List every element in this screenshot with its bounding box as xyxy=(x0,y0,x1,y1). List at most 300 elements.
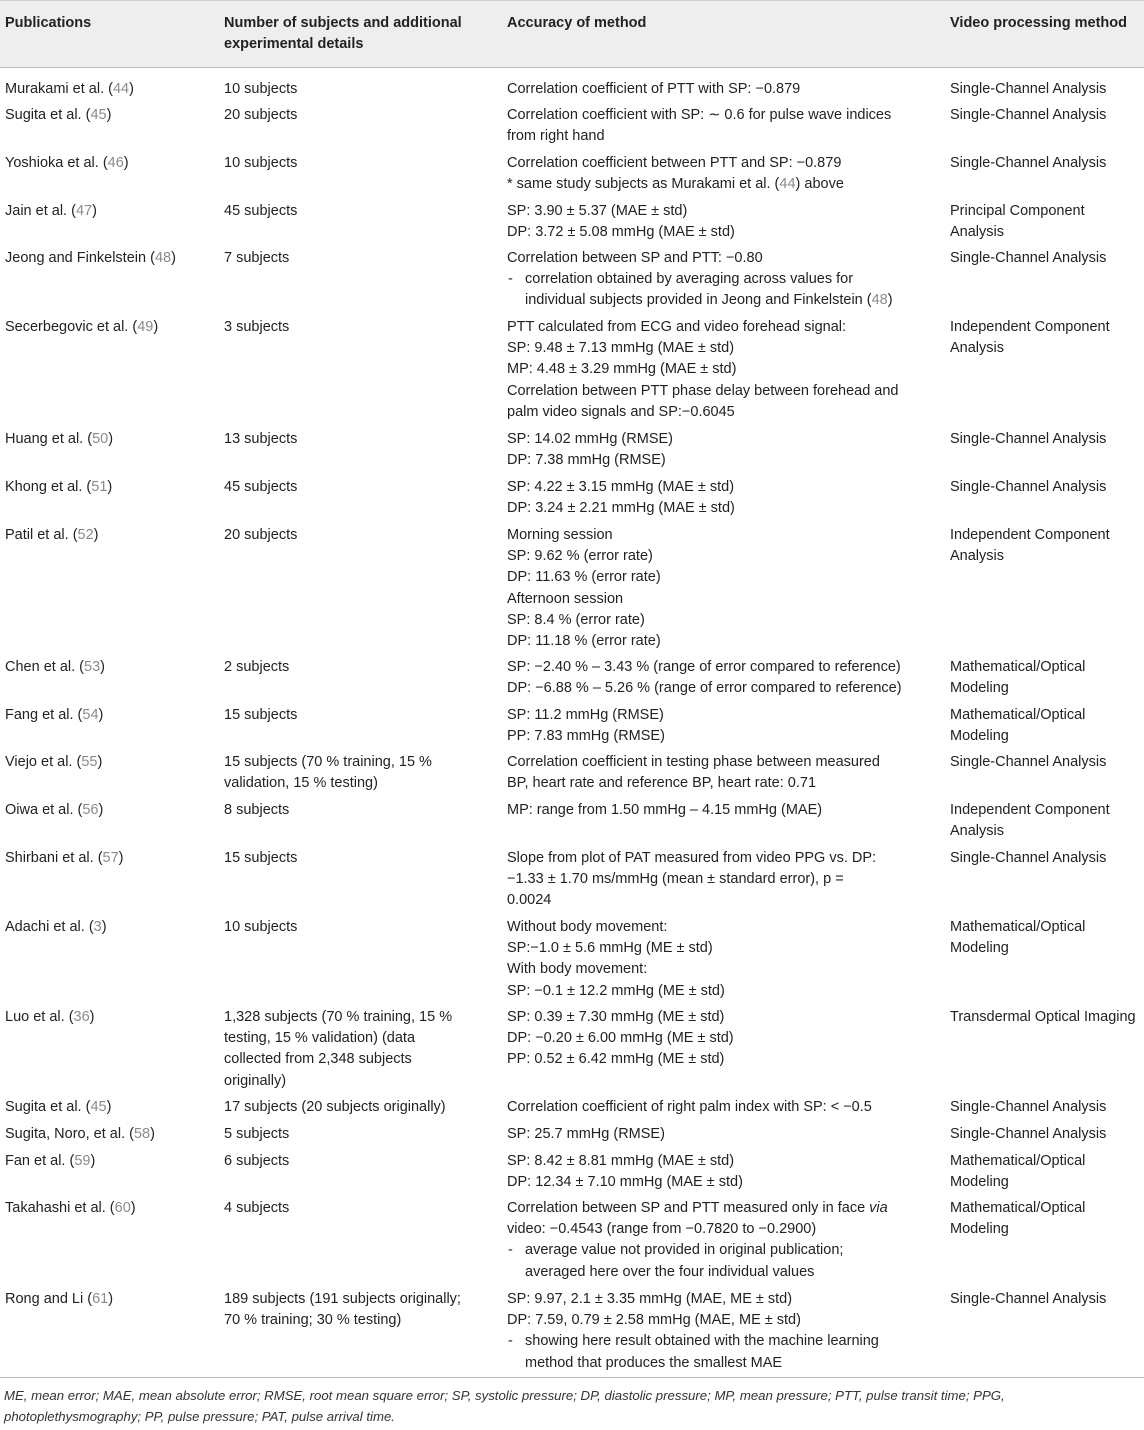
subjects-line: 17 subjects (20 subjects originally) xyxy=(224,1099,446,1115)
subjects-cell xyxy=(224,657,494,678)
subjects-cell xyxy=(224,105,494,126)
citation-link[interactable]: 48 xyxy=(154,250,172,266)
citation-link[interactable]: 44 xyxy=(112,81,130,97)
publication-cell: Takahashi et al. (60) xyxy=(5,1200,136,1216)
video-method-cell xyxy=(950,153,1144,174)
citation-link[interactable]: 3 xyxy=(93,919,102,935)
accuracy-cell xyxy=(507,79,937,100)
accuracy-cell xyxy=(507,657,937,699)
citation-link[interactable]: 53 xyxy=(84,659,101,675)
accuracy-cell xyxy=(507,800,937,821)
publication-cell: Oiwa et al. (56) xyxy=(5,802,104,818)
accuracy-line xyxy=(507,338,937,359)
citation-link[interactable]: 60 xyxy=(114,1200,131,1216)
author-name: Yoshioka et al. xyxy=(5,155,99,171)
subjects-line: 3 subjects xyxy=(224,319,290,335)
video-method-line: Single-Channel Analysis xyxy=(950,1291,1107,1307)
subjects-line: validation, 15 % testing) xyxy=(224,775,378,792)
table-bottom-rule xyxy=(0,1377,1144,1378)
video-method-cell xyxy=(950,1124,1144,1145)
accuracy-text: DP: 3.24 ± 2.21 mmHg (MAE ± std) xyxy=(507,500,735,517)
video-method-cell xyxy=(950,79,1144,100)
publication-cell: Sugita, Noro, et al. (58) xyxy=(5,1126,155,1142)
publication-cell: Shirbani et al. (57) xyxy=(5,850,124,866)
video-method-line: Analysis xyxy=(950,224,1004,241)
accuracy-line xyxy=(507,890,937,911)
accuracy-text: SP: 8.4 % (error rate) xyxy=(507,611,645,628)
author-name: Patil et al. xyxy=(5,527,69,543)
subjects-line: 15 subjects xyxy=(224,707,298,723)
accuracy-line xyxy=(507,610,937,631)
subjects-line: 8 subjects xyxy=(224,802,290,818)
video-method-cell xyxy=(950,800,1144,842)
author-name: Adachi et al. xyxy=(5,919,85,935)
video-method-line: Mathematical/Optical xyxy=(950,1153,1086,1169)
publication-cell: Patil et al. (52) xyxy=(5,527,99,543)
accuracy-line xyxy=(507,869,937,890)
accuracy-line xyxy=(507,525,937,546)
accuracy-line xyxy=(507,657,937,678)
accuracy-line xyxy=(507,631,937,652)
video-method-cell xyxy=(950,848,1144,869)
accuracy-text: SP: 25.7 mmHg (RMSE) xyxy=(507,1126,665,1142)
accuracy-line xyxy=(507,752,937,773)
video-method-line: Modeling xyxy=(950,1221,1009,1238)
accuracy-text: averaged here over the four individual values xyxy=(525,1263,815,1280)
accuracy-text: Correlation coefficient of PTT with SP: −0.879 xyxy=(507,81,801,97)
subjects-line: 20 subjects xyxy=(224,527,298,543)
accuracy-line xyxy=(507,589,937,610)
accuracy-text-post: above xyxy=(800,176,844,193)
video-method-cell xyxy=(950,201,1144,243)
subjects-line: 45 subjects xyxy=(224,479,298,495)
author-name: Huang et al. xyxy=(5,431,84,447)
publication-cell: Jeong and Finkelstein (48) xyxy=(5,250,176,266)
table-footnote: ME, mean error; MAE, mean absolute error; RMSE, root mean square error; SP, systolic pressure; DP, diastolic pressure; MP, mean pressure; PTT, pulse transit time; PPG, photoplethysmography; PP, pulse pressure; PAT, pulse arrival time. xyxy=(4,1388,1005,1424)
video-method-line: Modeling xyxy=(950,1174,1009,1191)
accuracy-line xyxy=(507,800,937,821)
accuracy-line xyxy=(507,359,937,380)
video-method-line: Independent Component xyxy=(950,802,1110,818)
subjects-cell xyxy=(224,705,494,726)
accuracy-text: correlation obtained by averaging across values for xyxy=(525,271,854,288)
subjects-line: collected from 2,348 subjects xyxy=(224,1051,412,1068)
video-method-cell xyxy=(950,105,1144,126)
citation-link[interactable]: 57 xyxy=(102,850,119,866)
citation-link[interactable]: 61 xyxy=(92,1291,109,1307)
accuracy-text: from right hand xyxy=(507,128,605,145)
accuracy-text: Correlation between SP and PTT measured only in face xyxy=(507,1200,870,1216)
accuracy-text: DP: 12.34 ± 7.10 mmHg (MAE ± std) xyxy=(507,1174,743,1191)
citation-link[interactable]: 46 xyxy=(107,155,124,171)
accuracy-text: Afternoon session xyxy=(507,590,624,607)
accuracy-line xyxy=(507,1172,937,1193)
publication-cell: Luo et al. (36) xyxy=(5,1009,95,1025)
accuracy-text: video: −0.4543 (range from −0.7820 to −0.2900) xyxy=(507,1221,817,1238)
citation-link[interactable]: 55 xyxy=(81,754,98,770)
accuracy-line xyxy=(507,498,937,519)
subjects-line: 7 subjects xyxy=(224,250,290,266)
author-name: Viejo et al. xyxy=(5,754,73,770)
accuracy-line xyxy=(507,1310,937,1331)
subjects-line: 1,328 subjects (70 % training, 15 % xyxy=(224,1009,453,1025)
video-method-line: Single-Channel Analysis xyxy=(950,155,1107,171)
citation-link[interactable]: 45 xyxy=(90,1099,107,1115)
video-method-line: Principal Component xyxy=(950,203,1085,219)
subjects-cell xyxy=(224,248,494,269)
video-method-line: Single-Channel Analysis xyxy=(950,250,1107,266)
accuracy-text: Correlation coefficient in testing phase between measured xyxy=(507,754,880,770)
video-method-cell xyxy=(950,1007,1144,1028)
accuracy-line xyxy=(507,1289,937,1310)
citation-link[interactable]: 58 xyxy=(133,1126,151,1142)
accuracy-text: −1.33 ± 1.70 ms/mmHg (mean ± standard error), p = xyxy=(507,871,844,888)
citation-link[interactable]: 47 xyxy=(75,203,93,219)
subjects-cell xyxy=(224,1007,494,1092)
video-method-cell xyxy=(950,752,1144,773)
accuracy-line xyxy=(507,126,937,147)
video-method-line: Analysis xyxy=(950,340,1004,357)
accuracy-line: * same study subjects as Murakami et al. (44) above xyxy=(507,176,844,193)
subjects-line: 6 subjects xyxy=(224,1153,290,1169)
accuracy-line xyxy=(507,477,937,498)
accuracy-text: * same study subjects as Murakami et al. xyxy=(507,176,771,193)
accuracy-line xyxy=(507,1262,937,1283)
accuracy-cell xyxy=(507,1097,937,1118)
accuracy-cell xyxy=(507,153,937,195)
citation-link[interactable]: 45 xyxy=(90,107,107,123)
accuracy-line xyxy=(507,1124,937,1145)
subjects-cell xyxy=(224,477,494,498)
video-method-line: Single-Channel Analysis xyxy=(950,850,1107,866)
subjects-line: testing, 15 % validation) (data xyxy=(224,1030,416,1047)
citation-link[interactable]: 48 xyxy=(871,292,888,309)
citation-link[interactable]: 54 xyxy=(82,707,99,723)
author-name: Fang et al. xyxy=(5,707,74,723)
accuracy-text: DP: −6.88 % – 5.26 % (range of error compared to reference) xyxy=(507,680,902,697)
video-method-line: Modeling xyxy=(950,680,1009,697)
video-method-cell xyxy=(950,248,1144,269)
header-video-method: Video processing method xyxy=(950,15,1127,31)
author-name: Sugita, Noro, et al. xyxy=(5,1126,126,1142)
accuracy-line xyxy=(507,79,937,100)
accuracy-cell xyxy=(507,917,937,1002)
accuracy-bullet xyxy=(507,269,937,290)
publication-cell: Yoshioka et al. (46) xyxy=(5,155,129,171)
subjects-cell xyxy=(224,429,494,450)
accuracy-line xyxy=(507,848,937,869)
accuracy-line xyxy=(507,153,937,174)
accuracy-text: average value not provided in original publication; xyxy=(525,1242,844,1259)
video-method-cell xyxy=(950,917,1144,959)
author-name: Jeong and Finkelstein xyxy=(5,250,147,266)
accuracy-cell xyxy=(507,477,937,519)
subjects-cell xyxy=(224,752,494,794)
accuracy-line xyxy=(507,1028,937,1049)
accuracy-italic: via xyxy=(869,1200,888,1216)
accuracy-text: DP: 11.18 % (error rate) xyxy=(507,633,661,650)
accuracy-line: individual subjects provided in Jeong and Finkelstein (48) xyxy=(525,292,893,309)
author-name: Rong and Li xyxy=(5,1291,84,1307)
publication-cell: Murakami et al. (44) xyxy=(5,81,134,97)
accuracy-bullet xyxy=(507,1331,937,1352)
author-name: Sugita et al. xyxy=(5,107,82,123)
subjects-line: 5 subjects xyxy=(224,1126,290,1142)
accuracy-line xyxy=(507,1353,937,1374)
accuracy-line xyxy=(507,429,937,450)
accuracy-cell xyxy=(507,1198,937,1283)
accuracy-cell xyxy=(507,1151,937,1193)
accuracy-line xyxy=(507,1198,937,1219)
accuracy-cell xyxy=(507,705,937,747)
subjects-cell xyxy=(224,1198,494,1219)
accuracy-line xyxy=(507,317,937,338)
subjects-line: 45 subjects xyxy=(224,203,298,219)
accuracy-text: SP: −0.1 ± 12.2 mmHg (ME ± std) xyxy=(507,982,725,999)
accuracy-text: SP: 9.97, 2.1 ± 3.35 mmHg (MAE, ME ± std) xyxy=(507,1291,793,1307)
accuracy-cell xyxy=(507,1124,937,1145)
accuracy-text: SP: −2.40 % – 3.43 % (range of error compared to reference) xyxy=(507,659,901,675)
accuracy-text: MP: range from 1.50 mmHg – 4.15 mmHg (MAE) xyxy=(507,802,823,818)
citation-link[interactable]: 50 xyxy=(92,431,109,447)
accuracy-line xyxy=(507,1007,937,1028)
accuracy-line xyxy=(507,450,937,471)
accuracy-cell xyxy=(507,429,937,471)
subjects-line: 2 subjects xyxy=(224,659,290,675)
subjects-cell xyxy=(224,800,494,821)
accuracy-line xyxy=(507,1097,937,1118)
accuracy-line xyxy=(507,567,937,588)
video-method-line: Single-Channel Analysis xyxy=(950,1099,1107,1115)
accuracy-cell xyxy=(507,317,937,423)
accuracy-line xyxy=(507,917,937,938)
accuracy-line xyxy=(507,222,937,243)
accuracy-text: SP: 9.62 % (error rate) xyxy=(507,548,653,565)
accuracy-cell xyxy=(507,1289,937,1374)
video-method-line: Mathematical/Optical xyxy=(950,919,1086,935)
video-method-line: Single-Channel Analysis xyxy=(950,754,1107,770)
header-accuracy: Accuracy of method xyxy=(507,15,647,31)
publication-cell: Viejo et al. (55) xyxy=(5,754,103,770)
subjects-cell xyxy=(224,153,494,174)
accuracy-cell xyxy=(507,201,937,243)
accuracy-cell xyxy=(507,752,937,794)
publication-cell: Fan et al. (59) xyxy=(5,1153,96,1169)
subjects-cell xyxy=(224,917,494,938)
subjects-line: 15 subjects xyxy=(224,850,298,866)
accuracy-text: SP: 9.48 ± 7.13 mmHg (MAE ± std) xyxy=(507,340,735,357)
citation-link[interactable]: 56 xyxy=(82,802,99,818)
accuracy-text: 0.0024 xyxy=(507,892,552,909)
accuracy-cell xyxy=(507,848,937,912)
video-method-line: Modeling xyxy=(950,940,1009,957)
subjects-cell xyxy=(224,79,494,100)
video-method-line: Single-Channel Analysis xyxy=(950,81,1107,97)
accuracy-text: Morning session xyxy=(507,527,613,543)
accuracy-line xyxy=(507,1049,937,1070)
accuracy-text: DP: −0.20 ± 6.00 mmHg (ME ± std) xyxy=(507,1030,734,1047)
citation-link[interactable]: 49 xyxy=(137,319,154,335)
accuracy-text: showing here result obtained with the machine learning xyxy=(525,1333,879,1350)
subjects-cell xyxy=(224,525,494,546)
publication-cell: Adachi et al. (3) xyxy=(5,919,107,935)
accuracy-text: DP: 3.72 ± 5.08 mmHg (MAE ± std) xyxy=(507,224,735,241)
video-method-line: Mathematical/Optical xyxy=(950,1200,1086,1216)
accuracy-line xyxy=(507,705,937,726)
accuracy-cell xyxy=(507,105,937,147)
accuracy-line xyxy=(507,381,937,402)
author-name: Shirbani et al. xyxy=(5,850,94,866)
citation-link[interactable]: 36 xyxy=(73,1009,90,1025)
accuracy-text: PP: 0.52 ± 6.42 mmHg (ME ± std) xyxy=(507,1051,725,1068)
subjects-cell xyxy=(224,1124,494,1145)
video-method-line: Transdermal Optical Imaging xyxy=(950,1009,1136,1025)
accuracy-text: MP: 4.48 ± 3.29 mmHg (MAE ± std) xyxy=(507,361,737,378)
accuracy-text: Correlation coefficient with SP: ∼ 0.6 for pulse wave indices xyxy=(507,107,892,123)
video-method-line: Single-Channel Analysis xyxy=(950,107,1107,123)
accuracy-text: Correlation coefficient between PTT and SP: −0.879 xyxy=(507,155,842,171)
subjects-line: 13 subjects xyxy=(224,431,298,447)
publication-cell: Huang et al. (50) xyxy=(5,431,114,447)
accuracy-cell xyxy=(507,1007,937,1071)
publication-cell: Khong et al. (51) xyxy=(5,479,113,495)
author-name: Sugita et al. xyxy=(5,1099,82,1115)
header-subjects: Number of subjects and additional experimental details xyxy=(224,15,462,53)
accuracy-text: Slope from plot of PAT measured from video PPG vs. DP: xyxy=(507,850,877,866)
video-method-line: Single-Channel Analysis xyxy=(950,479,1107,495)
subjects-line: originally) xyxy=(224,1072,287,1089)
subjects-line: 20 subjects xyxy=(224,107,298,123)
accuracy-line xyxy=(507,105,937,126)
citation-link[interactable]: 52 xyxy=(77,527,94,543)
accuracy-text: PP: 7.83 mmHg (RMSE) xyxy=(507,728,665,745)
accuracy-text: Correlation between PTT phase delay between forehead and xyxy=(507,382,899,399)
subjects-cell xyxy=(224,1289,494,1331)
accuracy-text: individual subjects provided in Jeong and Finkelstein xyxy=(525,292,863,309)
accuracy-line xyxy=(507,678,937,699)
author-name: Khong et al. xyxy=(5,479,83,495)
citation-link[interactable]: 59 xyxy=(74,1153,91,1169)
citation-link[interactable]: 44 xyxy=(779,176,796,193)
accuracy-cell xyxy=(507,248,937,312)
publication-cell: Sugita et al. (45) xyxy=(5,1099,112,1115)
accuracy-line xyxy=(507,726,937,747)
video-method-cell xyxy=(950,657,1144,699)
subjects-line: 189 subjects (191 subjects originally; xyxy=(224,1291,461,1307)
accuracy-text: BP, heart rate and reference BP, heart rate: 0.71 xyxy=(507,775,817,792)
author-name: Fan et al. xyxy=(5,1153,66,1169)
accuracy-text: SP:−1.0 ± 5.6 mmHg (ME ± std) xyxy=(507,940,713,957)
video-method-cell xyxy=(950,477,1144,498)
subjects-line: 70 % training; 30 % testing) xyxy=(224,1312,402,1329)
accuracy-text: DP: 7.38 mmHg (RMSE) xyxy=(507,452,666,469)
accuracy-text: palm video signals and SP:−0.6045 xyxy=(507,403,735,420)
author-name: Secerbegovic et al. xyxy=(5,319,129,335)
video-method-line: Independent Component xyxy=(950,319,1110,335)
accuracy-text: PTT calculated from ECG and video forehead signal: xyxy=(507,319,847,335)
accuracy-line xyxy=(507,1219,937,1240)
subjects-cell xyxy=(224,1097,494,1118)
accuracy-line xyxy=(507,402,937,423)
video-method-cell xyxy=(950,1097,1144,1118)
subjects-cell xyxy=(224,201,494,222)
accuracy-line xyxy=(507,938,937,959)
accuracy-text: DP: 7.59, 0.79 ± 2.58 mmHg (MAE, ME ± std) xyxy=(507,1312,801,1329)
video-method-line: Single-Channel Analysis xyxy=(950,1126,1107,1142)
accuracy-text: SP: 4.22 ± 3.15 mmHg (MAE ± std) xyxy=(507,479,735,495)
author-name: Jain et al. xyxy=(5,203,68,219)
subjects-cell xyxy=(224,317,494,338)
accuracy-line xyxy=(507,981,937,1002)
accuracy-text: SP: 14.02 mmHg (RMSE) xyxy=(507,431,673,447)
video-method-line: Independent Component xyxy=(950,527,1110,543)
video-method-line: Analysis xyxy=(950,548,1004,565)
header-publications: Publications xyxy=(5,15,92,31)
accuracy-text: SP: 3.90 ± 5.37 (MAE ± std) xyxy=(507,203,688,219)
author-name: Murakami et al. xyxy=(5,81,105,97)
citation-link[interactable]: 51 xyxy=(91,479,108,495)
accuracy-text: SP: 0.39 ± 7.30 mmHg (ME ± std) xyxy=(507,1009,725,1025)
subjects-cell xyxy=(224,848,494,869)
accuracy-line xyxy=(507,248,937,269)
subjects-line: 10 subjects xyxy=(224,919,298,935)
accuracy-text: SP: 8.42 ± 8.81 mmHg (MAE ± std) xyxy=(507,1153,735,1169)
publication-cell: Chen et al. (53) xyxy=(5,659,105,675)
video-method-line: Single-Channel Analysis xyxy=(950,431,1107,447)
accuracy-text: With body movement: xyxy=(507,961,648,978)
publication-cell: Secerbegovic et al. (49) xyxy=(5,319,159,335)
video-method-cell xyxy=(950,1198,1144,1240)
video-method-line: Mathematical/Optical xyxy=(950,707,1086,723)
accuracy-line xyxy=(507,201,937,222)
video-method-cell xyxy=(950,1151,1144,1193)
publication-cell: Fang et al. (54) xyxy=(5,707,104,723)
video-method-line: Analysis xyxy=(950,823,1004,840)
video-method-cell xyxy=(950,705,1144,747)
table-header-row xyxy=(0,0,1144,68)
author-name: Oiwa et al. xyxy=(5,802,74,818)
accuracy-line xyxy=(507,1151,937,1172)
accuracy-text: SP: 11.2 mmHg (RMSE) xyxy=(507,707,664,723)
accuracy-line xyxy=(507,773,937,794)
subjects-line: 10 subjects xyxy=(224,155,298,171)
video-method-cell xyxy=(950,525,1144,567)
video-method-cell xyxy=(950,429,1144,450)
accuracy-text: Correlation coefficient of right palm index with SP: < −0.5 xyxy=(507,1099,872,1115)
subjects-line: 15 subjects (70 % training, 15 % xyxy=(224,754,432,770)
subjects-cell xyxy=(224,1151,494,1172)
author-name: Takahashi et al. xyxy=(5,1200,106,1216)
publication-cell: Jain et al. (47) xyxy=(5,203,97,219)
accuracy-line xyxy=(507,546,937,567)
video-method-cell xyxy=(950,317,1144,359)
accuracy-text: Correlation between SP and PTT: −0.80 xyxy=(507,250,763,266)
publication-cell: Rong and Li (61) xyxy=(5,1291,114,1307)
video-method-cell xyxy=(950,1289,1144,1310)
video-method-line: Mathematical/Optical xyxy=(950,659,1086,675)
accuracy-cell xyxy=(507,525,937,652)
accuracy-bullet xyxy=(507,1240,937,1261)
publication-cell: Sugita et al. (45) xyxy=(5,107,112,123)
accuracy-text: method that produces the smallest MAE xyxy=(525,1354,783,1371)
subjects-line: 4 subjects xyxy=(224,1200,290,1216)
author-name: Luo et al. xyxy=(5,1009,65,1025)
subjects-line: 10 subjects xyxy=(224,81,298,97)
author-name: Chen et al. xyxy=(5,659,76,675)
accuracy-line xyxy=(507,959,937,980)
accuracy-text: DP: 11.63 % (error rate) xyxy=(507,569,661,586)
video-method-line: Modeling xyxy=(950,728,1009,745)
